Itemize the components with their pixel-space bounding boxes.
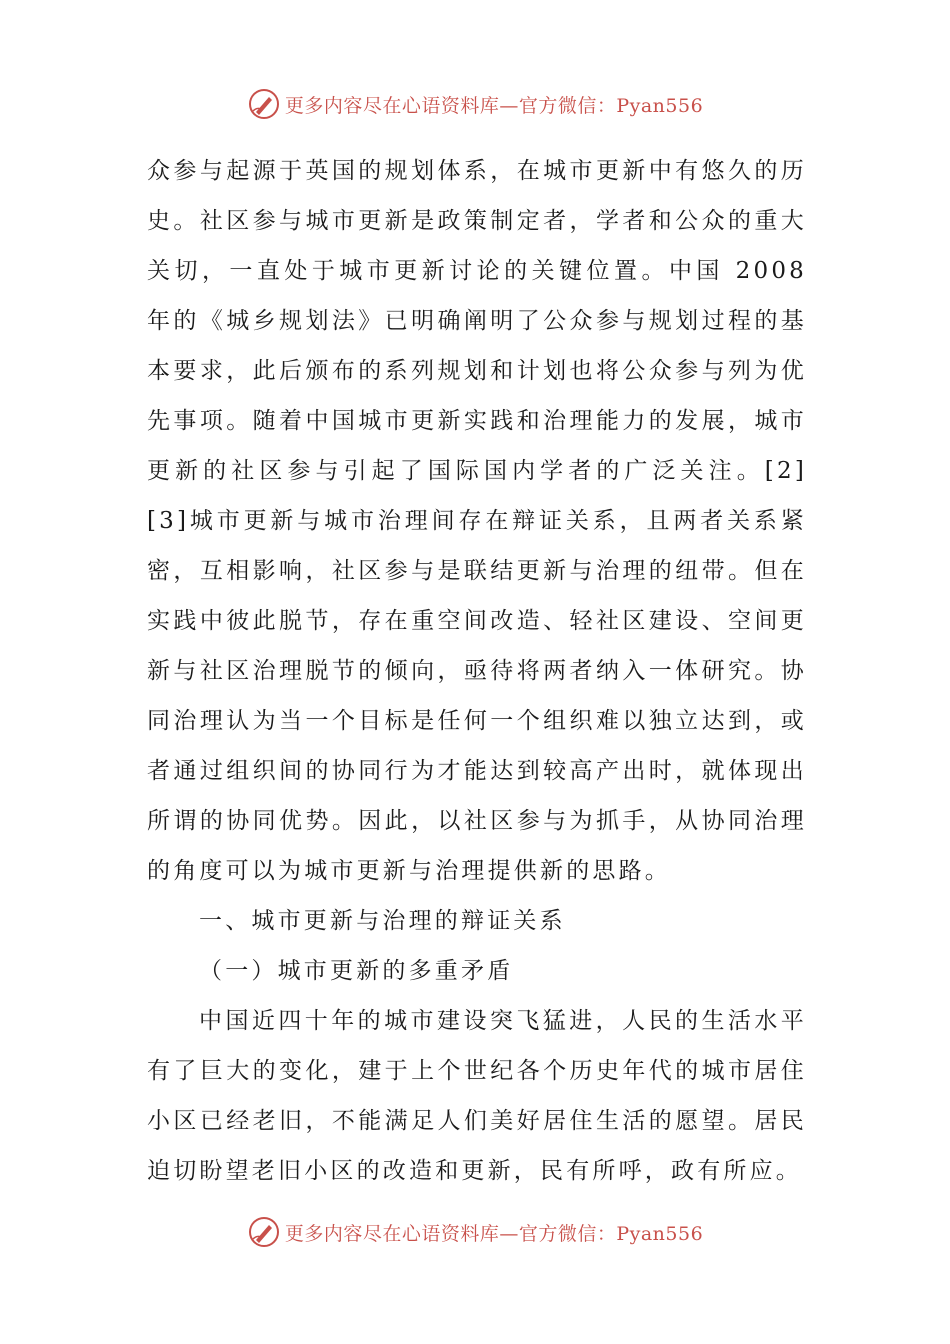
watermark-footer (0, 1212, 950, 1252)
watermark-text: 更多内容尽在心语资料库—官方微信：Pyan556 (284, 1222, 704, 1245)
section-heading: 一、城市更新与治理的辩证关系 (199, 908, 566, 934)
subsection-heading: （一）城市更新的多重矛盾 (199, 958, 514, 984)
pen-logo-icon (247, 1215, 281, 1249)
body-paragraph-1: 众参与起源于英国的规划体系，在城市更新中有悠久的历史。社区参与城市更新是政策制定者，学者和公众的重大关切，一直处于城市更新讨论的关键位置。中国 2008 年的《城乡规划法》已明确阐明了公众参与规划过程的基本要求，此后颁布的系列规划和计划也将公众参与列为优先事项。随着中国城市更新实践和治理能力的发展，城市更新的社区参与引起了国际国内学者的广泛关注。[2][3]城市更新与城市治理间存在辩证关系，且两者关系紧密，互相影响，社区参与是联结更新与治理的纽带。但在实践中彼此脱节，存在重空间改造、轻社区建设、空间更新与社区治理脱节的倾向，亟待将两者纳入一体研究。协同治理认为当一个目标是任何一个组织难以独立达到，或者通过组织间的协同行为才能达到较高产出时，就体现出所谓的协同优势。因此，以社区参与为抓手，从协同治理的角度可以为城市更新与治理提供新的思路。 (147, 158, 807, 884)
document-body (147, 146, 807, 1196)
pen-logo-icon (247, 87, 281, 121)
watermark-text: 更多内容尽在心语资料库—官方微信：Pyan556 (284, 94, 704, 117)
body-paragraph-2: 中国近四十年的城市建设突飞猛进，人民的生活水平有了巨大的变化，建于上个世纪各个历史年代的城市居住小区已经老旧，不能满足人们美好居住生活的愿望。居民迫切盼望老旧小区的改造和更新，民有所呼，政有所应。 (147, 1008, 807, 1184)
watermark-header (0, 84, 950, 124)
